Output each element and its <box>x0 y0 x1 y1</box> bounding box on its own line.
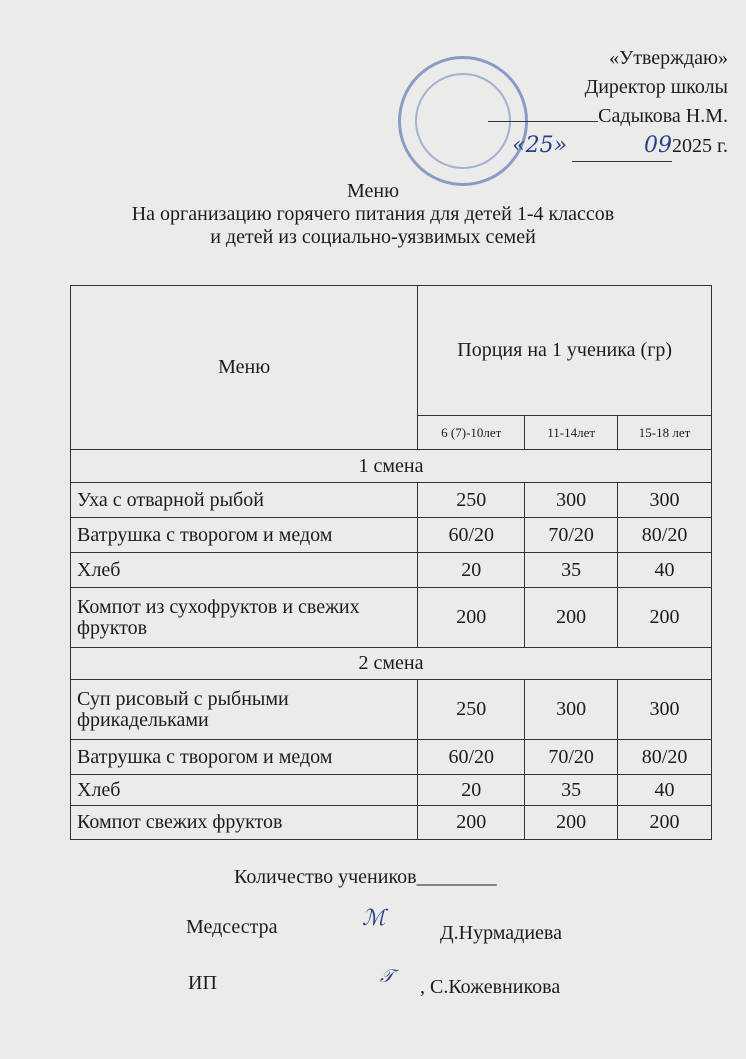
value: 35 <box>525 553 618 588</box>
value: 20 <box>418 553 525 588</box>
value: 250 <box>418 483 525 518</box>
student-count: Количество учеников________ <box>234 866 497 888</box>
item: Ватрушка с творогом и медом <box>71 740 418 775</box>
ip-name: , С.Кожевникова <box>420 976 561 998</box>
approval-day: «25» <box>512 133 568 158</box>
nurse-label: Медсестра <box>186 916 278 938</box>
item: Суп рисовый с рыбными фрикадельками <box>71 680 418 740</box>
value: 200 <box>618 806 712 840</box>
ip-label: ИП <box>188 972 217 994</box>
header-portion: Порция на 1 ученика (гр) <box>418 286 712 416</box>
value: 70/20 <box>525 740 618 775</box>
value: 200 <box>418 806 525 840</box>
item: Хлеб <box>71 775 418 806</box>
value: 80/20 <box>618 518 712 553</box>
approval-block <box>488 44 728 162</box>
age-header: 15-18 лет <box>618 416 712 450</box>
value: 20 <box>418 775 525 806</box>
value: 70/20 <box>525 518 618 553</box>
value: 300 <box>618 680 712 740</box>
approval-heading: «Утверждаю» <box>609 47 728 69</box>
value: 40 <box>618 553 712 588</box>
menu-table <box>70 285 712 840</box>
age-header: 6 (7)-10лет <box>418 416 525 450</box>
page-subtitle-2: и детей из социально-уязвимых семей <box>210 226 536 248</box>
value: 60/20 <box>418 740 525 775</box>
item: Компот свежих фруктов <box>71 806 418 840</box>
director-name: Садыкова Н.М. <box>598 105 728 127</box>
value: 200 <box>525 806 618 840</box>
value: 250 <box>418 680 525 740</box>
value: 80/20 <box>618 740 712 775</box>
value: 300 <box>525 483 618 518</box>
value: 60/20 <box>418 518 525 553</box>
ip-signature: 𝒯 <box>380 966 394 987</box>
item: Уха с отварной рыбой <box>71 483 418 518</box>
shift-header: 2 смена <box>71 648 712 680</box>
item: Хлеб <box>71 553 418 588</box>
nurse-signature: ℳ <box>362 906 386 931</box>
shift-header: 1 смена <box>71 450 712 483</box>
item: Ватрушка с творогом и медом <box>71 518 418 553</box>
director-title: Директор школы <box>584 76 728 98</box>
approval-month: 09 <box>644 133 673 158</box>
signature-line <box>488 121 598 122</box>
value: 300 <box>525 680 618 740</box>
page-subtitle: На организацию горячего питания для детей 1-4 классов <box>131 203 615 225</box>
value: 300 <box>618 483 712 518</box>
age-header: 11-14лет <box>525 416 618 450</box>
item: Компот из сухофруктов и свежих фруктов <box>71 588 418 648</box>
value: 40 <box>618 775 712 806</box>
value: 200 <box>618 588 712 648</box>
value: 200 <box>525 588 618 648</box>
nurse-name: Д.Нурмадиева <box>440 922 562 944</box>
value: 200 <box>418 588 525 648</box>
header-menu: Меню <box>71 286 418 450</box>
page-title: Меню <box>346 180 400 202</box>
approval-year: 2025 г. <box>672 135 728 157</box>
value: 35 <box>525 775 618 806</box>
